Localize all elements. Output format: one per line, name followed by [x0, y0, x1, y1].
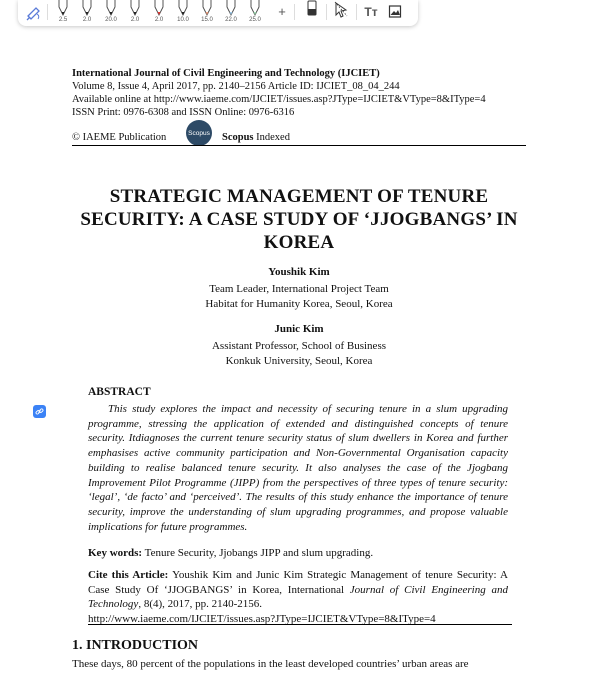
citation-url[interactable]: http://www.iaeme.com/IJCIET/issues.asp?JType=IJCIET&VType=8&IType=4	[88, 612, 436, 625]
pen-preset[interactable]	[222, 0, 240, 26]
pen-preset[interactable]	[150, 0, 168, 26]
pen-preset[interactable]	[198, 0, 216, 26]
pen-size-label: 2.0	[130, 17, 140, 23]
pen-icon	[246, 0, 264, 18]
toolbar-divider	[47, 4, 48, 20]
author-affiliation: Assistant Professor, School of Business Konkuk University, Seoul, Korea	[211, 340, 387, 367]
author-name: Youshik Kim	[268, 266, 330, 278]
publisher-row	[72, 120, 526, 146]
pen-size-label: 10.0	[177, 17, 189, 23]
text-tool[interactable]: Tт	[364, 5, 378, 19]
eraser-icon	[305, 0, 319, 20]
pen-size-label: 15.0	[201, 17, 213, 23]
pen-icon	[174, 0, 192, 18]
scopus-indexed: Scopus Indexed	[222, 132, 290, 143]
pen-preset[interactable]	[174, 0, 192, 26]
pen-size-label: 2.0	[154, 17, 164, 23]
volume-info: Volume 8, Issue 4, April 2017, pp. 2140–2156 Article ID: IJCIET_08_04_244	[72, 81, 400, 92]
pen-icon	[198, 0, 216, 18]
lasso-pen-icon	[25, 0, 43, 24]
link-icon[interactable]	[33, 405, 46, 418]
pen-size-label: 2.5	[58, 17, 68, 23]
chain-link-icon	[35, 407, 44, 416]
pen-preset[interactable]	[246, 0, 264, 26]
author-affiliation: Team Leader, International Project Team Habitat for Humanity Korea, Seoul, Korea	[205, 283, 393, 310]
intro-text: These days, 80 percent of the populations in the least developed countries’ urban areas are	[72, 658, 469, 670]
toolbar-divider	[326, 4, 327, 20]
pen-icon	[150, 0, 168, 18]
pen-size-label: 2.0	[82, 17, 92, 23]
toolbar-divider	[356, 4, 357, 20]
abstract-heading: ABSTRACT	[88, 386, 151, 398]
pen-preset[interactable]	[78, 0, 96, 26]
issn-info: ISSN Print: 0976-6308 and ISSN Online: 0976-6316	[72, 107, 295, 118]
pen-size-label: 20.0	[105, 17, 117, 23]
pen-preset[interactable]	[126, 0, 144, 26]
publisher-label: © IAEME Publication	[72, 132, 167, 143]
pen-icon	[102, 0, 120, 18]
section-heading: 1. INTRODUCTION	[72, 638, 199, 653]
pen-icon	[54, 0, 72, 18]
journal-header	[72, 67, 486, 119]
lasso-pen-tool[interactable]	[24, 0, 44, 26]
lasso-select-icon	[333, 0, 349, 20]
image-tool[interactable]	[386, 0, 404, 26]
citation: Cite this Article: Youshik Kim and Junic Kim Strategic Management of tenure Security: A Case Study Of ‘JJOGBANGS’ in Korea, International Journal of Civil Engineering and Technology, 8(4), 2017, pp. 2140-2156. http://www.iaeme.com/IJCIET/issues.asp?JType=IJCIET&VType=8&IType=4	[88, 569, 509, 625]
scopus-logo: Scopus	[186, 120, 212, 146]
pen-icon	[78, 0, 96, 18]
image-icon	[388, 0, 402, 22]
available-online: Available online at http://www.iaeme.com/IJCIET/issues.asp?JType=IJCIET&VType=8&IType=4	[72, 94, 486, 105]
pen-icon	[222, 0, 240, 18]
pen-size-label: 22.0	[225, 17, 237, 23]
abstract-text: This study explores the impact and necessity of securing tenure in a slum upgrading programme, stressing the application of extended and distinguished concepts of tenure security. Itdiagnoses the current tenure security status of slum dwellers in Korea and further emphasises active community participation and Non-Governmental Organisation capacity building to realise balanced tenure security. It also analyses the case of the Jjogbang Improvement Pilot Programme (JIPP) from the perspectives of three types of tenure security: ‘legal’, ‘de facto’ and ‘perceived’. The results of this study enhance the importance of tenure security, improve the understanding of slum upgrading programmes, and propose valuable implications for future programmes.	[88, 403, 508, 533]
add-pen-button[interactable]: +	[278, 4, 286, 19]
eraser-tool[interactable]	[304, 0, 320, 26]
author-name: Junic Kim	[274, 323, 324, 335]
pen-size-label: 25.0	[249, 17, 261, 23]
annotation-toolbar	[18, 0, 418, 26]
pen-preset[interactable]	[54, 0, 72, 26]
paper-title: STRATEGIC MANAGEMENT OF TENURE SECURITY: A CASE STUDY OF ‘JJOGBANGS’ IN KOREA	[80, 186, 518, 253]
pen-icon	[126, 0, 144, 18]
toolbar-divider	[294, 4, 295, 20]
citation-rule	[88, 624, 512, 625]
header-rule	[72, 145, 526, 146]
pen-preset[interactable]	[102, 0, 120, 26]
lasso-select-tool[interactable]	[332, 0, 350, 26]
journal-name: International Journal of Civil Engineering and Technology (IJCIET)	[72, 68, 380, 79]
keywords: Key words: Tenure Security, Jjobangs JIPP and slum upgrading.	[88, 547, 374, 559]
